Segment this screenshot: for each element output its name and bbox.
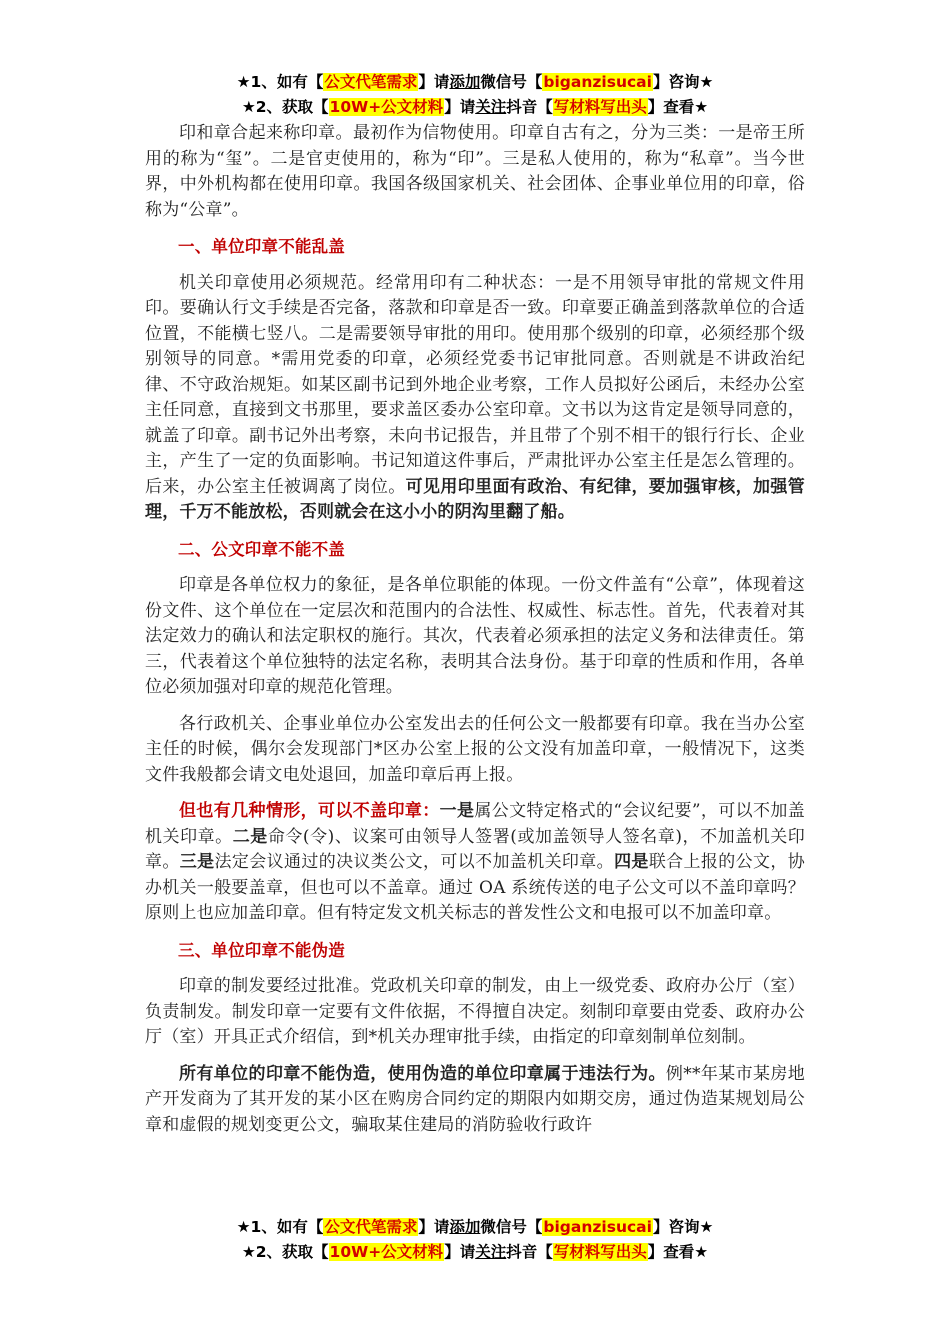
promo-highlight: 10W+公文材料	[329, 98, 444, 116]
promo-text: 】请	[418, 73, 450, 91]
promo-highlight: 公文代笔需求	[324, 73, 418, 91]
section-3-paragraph-2	[145, 1062, 805, 1139]
promo-text: 】咨询★	[652, 73, 714, 91]
promo-highlight-douyin: 写材料写出头	[553, 1243, 647, 1261]
promo-text: 微信号【	[480, 73, 543, 91]
section-heading-3: 三、单位印章不能伪造	[178, 940, 345, 960]
intro-paragraph: 印和章合起来称印章。最初作为信物使用。印章自古有之，分为三类：一是帝王所用的称为“玺”。二是官吏使用的，称为“印”。三是私人使用的，称为“私章”。当今世界，中外机构都在使用印章。我国各级国家机关、社会团体、企事业单位用的印章，俗称为“公章”。	[145, 123, 805, 220]
section-2-paragraph-1: 印章是各单位权力的象征，是各单位职能的体现。一份文件盖有“公章”，体现着这份文件、这个单位在一定层次和范围内的合法性、权威性、标志性。首先，代表着对其法定效力的确认和法定职权的施行。其次，代表着必须承担的法定义务和法律责任。第三，代表着这个单位独特的法定名称，表明其合法身份。基于印章的性质和作用，各单位必须加强对印章的规范化管理。	[145, 575, 805, 697]
promo-line-2	[0, 1240, 950, 1265]
promo-banner-top	[0, 70, 950, 120]
section-heading-2: 二、公文印章不能不盖	[178, 539, 345, 559]
promo-highlight-douyin: 写材料写出头	[553, 98, 647, 116]
promo-text: ★1、如有【	[236, 73, 324, 91]
promo-text: ★1、如有【	[236, 1218, 324, 1236]
article-body	[145, 121, 805, 1149]
promo-text: 】咨询★	[652, 1218, 714, 1236]
promo-text: ★2、获取【	[241, 1243, 329, 1261]
section-3-paragraph-1: 印章的制发要经过批准。党政机关印章的制发，由上一级党委、政府办公厅（室）负责制发。制发印章一定要有文件依据，不得擅自决定。刻制印章要由党委、政府办公厅（室）开具正式介绍信，到*机关办理审批手续，由指定的印章刻制单位刻制。	[145, 976, 805, 1047]
promo-highlight: 10W+公文材料	[329, 1243, 444, 1261]
promo-line-2	[0, 95, 950, 120]
promo-text: ★2、获取【	[241, 98, 329, 116]
promo-text: 】请	[418, 1218, 450, 1236]
red-emphasis-text: 但也有几种情形，可以不盖印章：	[179, 801, 440, 821]
promo-line-1	[0, 70, 950, 95]
section-2-paragraph-3	[145, 799, 805, 927]
paragraph-text: 命令(令)、议案可由领导人签署(或加盖领导人签名章)，不加盖机关印章。	[145, 826, 805, 872]
promo-text: 微信号【	[480, 1218, 543, 1236]
emphasis-text: 可见用印里面有政治、有纪律，要加强审核，加强管理，千万不能放松，否则就会在这小小的阴沟里翻了船。	[145, 476, 805, 522]
section-1-paragraph	[145, 271, 805, 526]
promo-line-1	[0, 1215, 950, 1240]
promo-text: 】请	[444, 98, 476, 116]
emphasis-text: 四是	[614, 852, 649, 872]
promo-text: 抖音【	[506, 98, 553, 116]
promo-text: 抖音【	[506, 1243, 553, 1261]
paragraph-text: 机关印章使用必须规范。经常用印有二种状态：一是不用领导审批的常规文件用印。要确认行文手续是否完备，落款和印章是否一致。印章要正确盖到落款单位的合适位置，不能横七竖八。二是需要领导审批的用印。使用那个级别的印章，必须经那个级别领导的同意。*需用党委的印章，必须经党委书记审批同意。否则就是不讲政治纪律、不守政治规矩。如某区副书记到外地企业考察，工作人员拟好公函后，未经办公室主任同意，直接到文书那里，要求盖区委办公室印章。文书以为这肯定是领导同意的，就盖了印章。副书记外出考察，未向书记报告，并且带了个别不相干的银行行长、企业主，产生了一定的负面影响。书记知道这件事后，严肃批评办公室主任是怎么管理的。后来，办公室主任被调离了岗位。	[145, 272, 805, 497]
section-2-paragraph-2: 各行政机关、企事业单位办公室发出去的任何公文一般都要有印章。我在当办公室主任的时候，偶尔会发现部门*区办公室上报的公文没有加盖印章，一般情况下，这类文件我般都会请文电处退回，加盖印章后再上报。	[145, 713, 805, 785]
promo-underline: 关注	[475, 98, 507, 116]
emphasis-text: 所有单位的印章不能伪造，使用伪造的单位印章属于违法行为。	[179, 1063, 666, 1084]
promo-underline: 添加	[449, 73, 481, 91]
emphasis-text: 二是	[232, 826, 268, 847]
promo-text: 】查看★	[647, 1243, 709, 1261]
emphasis-text: 三是	[179, 852, 215, 872]
promo-highlight-wechat: biganzisucai	[543, 1218, 652, 1236]
paragraph-text: 法定会议通过的决议类公文，可以不加盖机关印章。	[214, 852, 615, 872]
paragraph-text: 联合上报的公文，协办机关一般要盖章，但也可以不盖章。通过 OA 系统传送的电子公文可以不盖印章吗？原则上也应加盖印章。但有特定发文机关标志的普发性公文和电报可以不加盖印章。	[145, 852, 805, 923]
promo-text: 】查看★	[647, 98, 709, 116]
paragraph-text: 属公文特定格式的“会议纪要”，可以不加盖机关印章。	[145, 801, 805, 847]
promo-highlight-wechat: biganzisucai	[543, 73, 652, 91]
promo-text: 】请	[444, 1243, 476, 1261]
paragraph-text: 例**年某市某房地产开发商为了其开发的某小区在购房合同约定的期限内如期交房，通过伪造某规划局公章和虚假的规划变更公文，骗取某住建局的消防验收行政许	[145, 1063, 805, 1135]
emphasis-text: 一是	[439, 801, 475, 821]
promo-banner-bottom	[0, 1215, 950, 1265]
promo-underline: 添加	[449, 1218, 481, 1236]
section-heading-1: 一、单位印章不能乱盖	[178, 237, 345, 256]
promo-highlight: 公文代笔需求	[324, 1218, 418, 1236]
promo-underline: 关注	[475, 1243, 507, 1261]
